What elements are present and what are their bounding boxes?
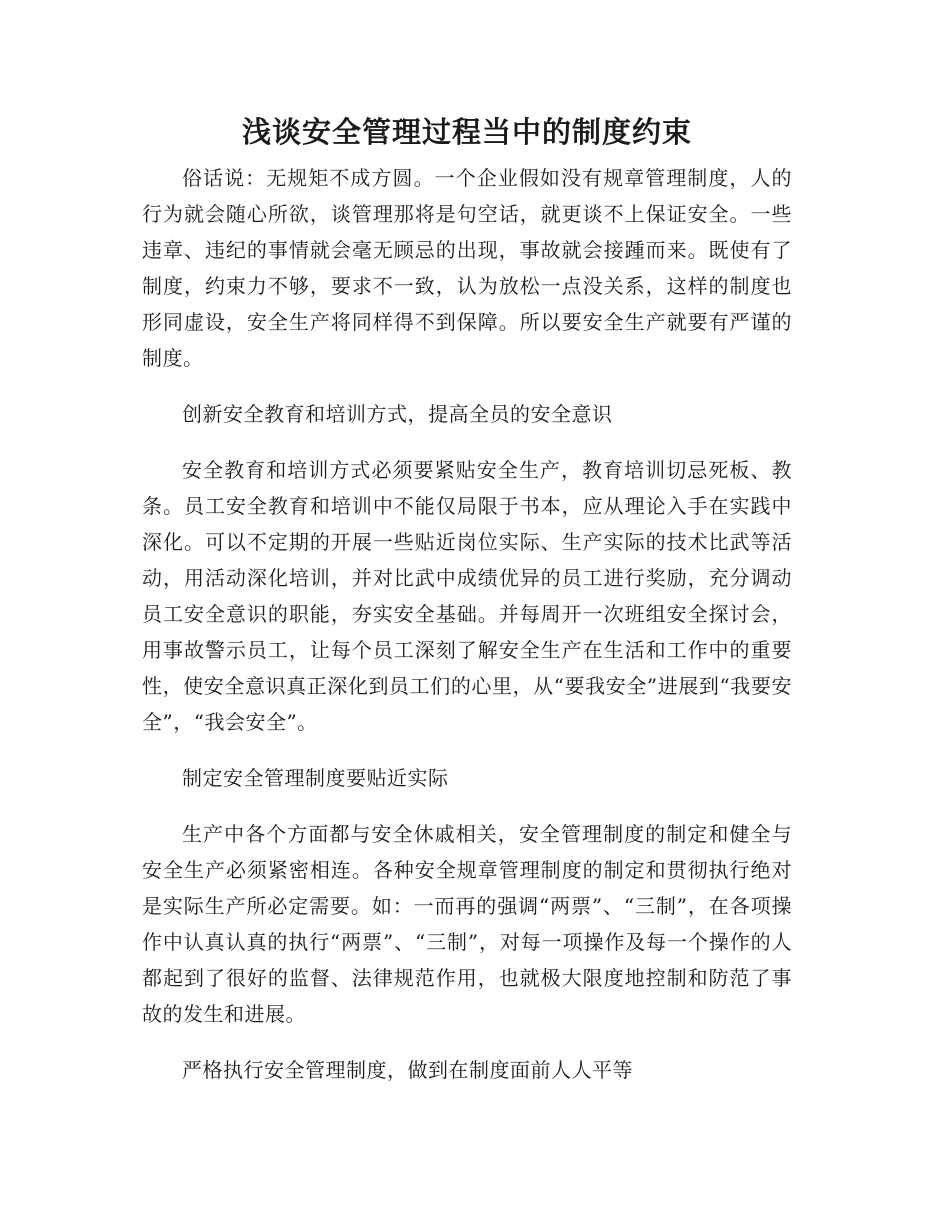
section-heading-enforcement: 严格执行安全管理制度，做到在制度面前人人平等 (182, 1058, 633, 1082)
paragraph-education: 安全教育和培训方式必须要紧贴安全生产，教育培训切忌死板、教条。员工安全教育和培训中不能仅局限于书本，应从理论入手在实践中深化。可以不定期的开展一些贴近岗位实际、生产实际的技术比武等活动，用活动深化培训，并对比武中成绩优异的员工进行奖励，充分调动员工安全意识的职能，夯实安全基础。并每周开一次班组安全探讨会，用事故警示员工，让每个员工深刻了解安全生产在生活和工作中的重要性，使安全意识真正深化到员工们的心里，从“要我安全”进展到“我要安全”，“我会安全”。 (142, 458, 792, 734)
document-title: 浅谈安全管理过程当中的制度约束 (241, 115, 692, 149)
section-heading-regulations: 制定安全管理制度要贴近实际 (182, 766, 449, 790)
section-heading-education: 创新安全教育和培训方式，提高全员的安全意识 (182, 402, 613, 426)
document-page (142, 110, 792, 1088)
paragraph-intro: 俗话说：无规矩不成方圆。一个企业假如没有规章管理制度，人的行为就会随心所欲，谈管理那将是句空话，就更谈不上保证安全。一些违章、违纪的事情就会毫无顾忌的出现，事故就会接踵而来。既使有了制度，约束力不够，要求不一致，认为放松一点没关系，这样的制度也形同虚设，安全生产将同样得不到保障。所以要安全生产就要有严谨的制度。 (142, 166, 792, 370)
paragraph-regulations: 生产中各个方面都与安全休戚相关，安全管理制度的制定和健全与安全生产必须紧密相连。各种安全规章管理制度的制定和贯彻执行绝对是实际生产所必定需要。如：一而再的强调“两票”、“三制”，在各项操作中认真认真的执行“两票”、“三制”，对每一项操作及每一个操作的人都起到了很好的监督、法律规范作用，也就极大限度地控制和防范了事故的发生和进展。 (142, 822, 792, 1026)
